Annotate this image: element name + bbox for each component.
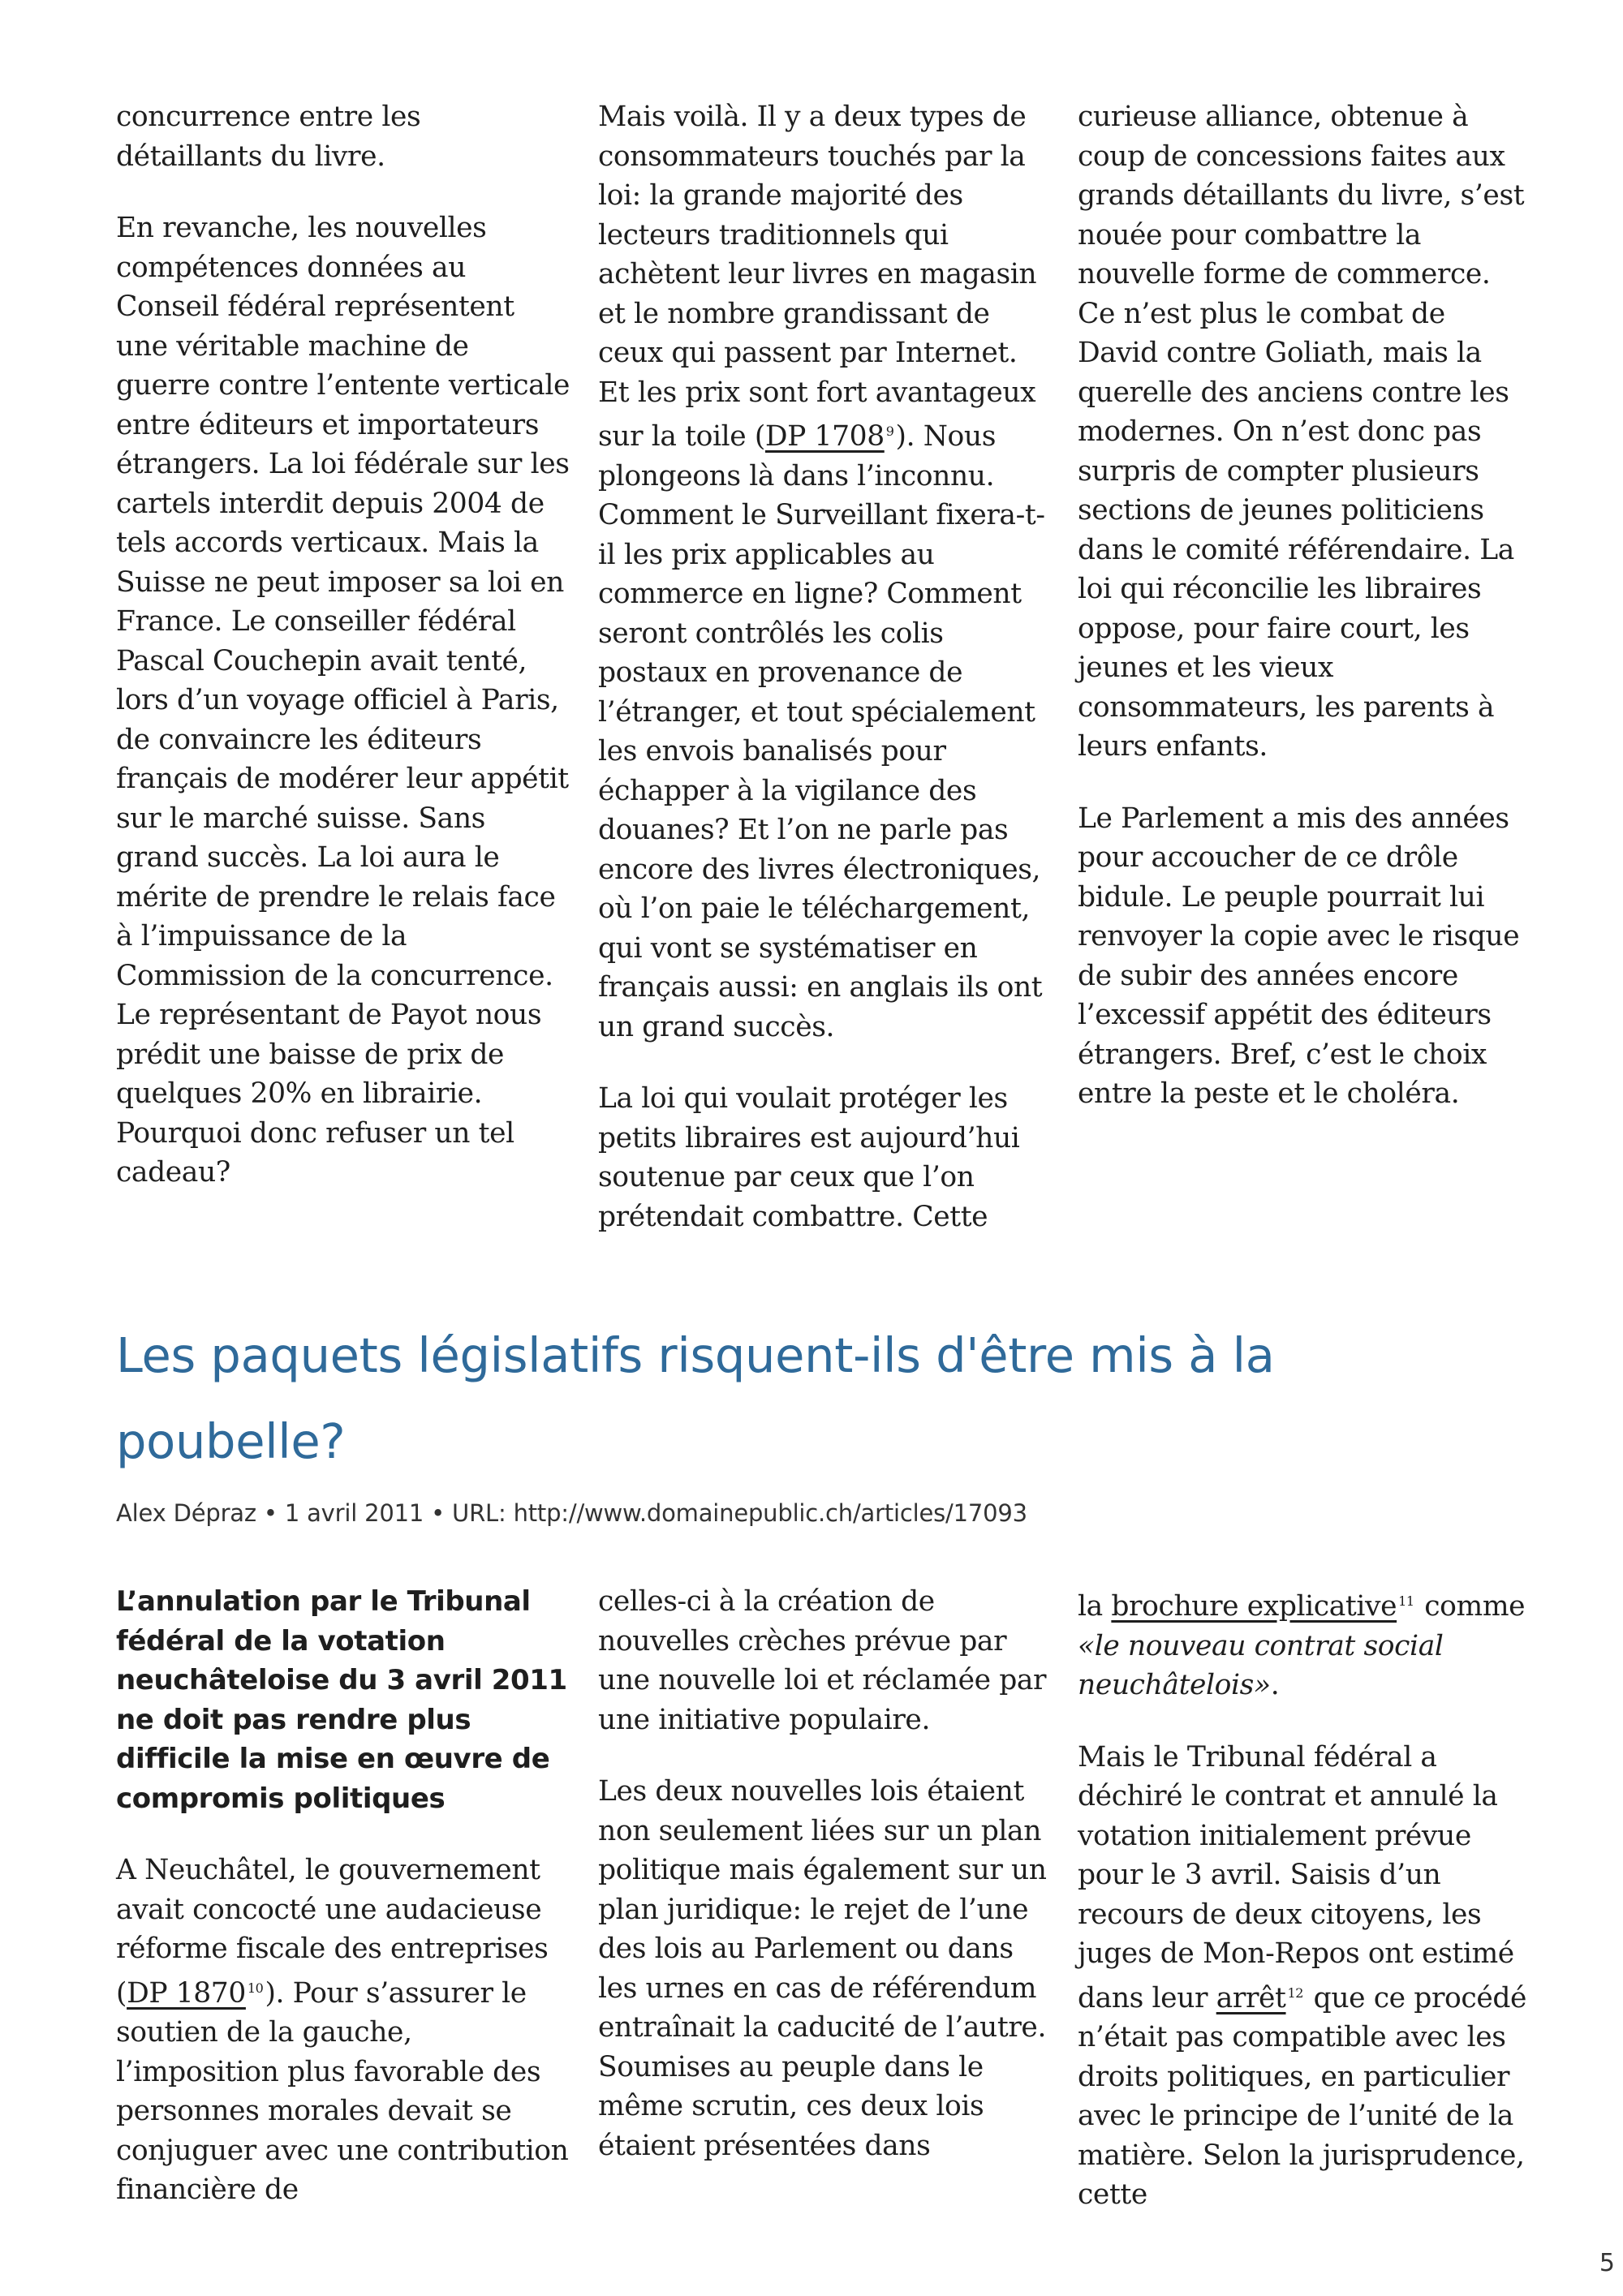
reference-link-dp1708[interactable]: DP 1708 — [764, 420, 885, 453]
paragraph: Le Parlement a mis des années pour accoucher de ce drôle bidule. Le peuple pourrait lui renvoyer la copie avec le risque de subir des années encore l’excessif appétit des éditeurs étrangers. Bref, c’est le choix entre la peste et le choléra. — [1078, 802, 1520, 1110]
article-column-2 — [598, 1582, 1053, 2165]
paragraph: concurrence entre les détaillants du livre. — [116, 101, 421, 173]
paragraph — [116, 1851, 570, 2210]
top-column-2 — [598, 97, 1053, 1236]
top-column-3 — [1078, 97, 1532, 1114]
reference-link-arret[interactable]: arrêt — [1216, 1981, 1286, 2014]
text: comme — [1415, 1590, 1526, 1623]
paragraph: Les deux nouvelles lois étaient non seulement liées sur un plan politique mais également sur un plan juridique: le rejet de l’une des lois au Parlement ou dans les urnes en cas de référendum entraînait la caducité de l’autre. Soumises au peuple dans le même scrutin, ces deux lois étaient présentées dans — [598, 1775, 1047, 2162]
article-column-1 — [116, 1582, 570, 2210]
reference-link-dp1870[interactable]: DP 1870 — [127, 1976, 246, 2010]
top-column-1 — [116, 97, 570, 1193]
page-number: 5 — [1599, 2249, 1615, 2277]
paragraph — [598, 97, 1053, 1047]
text: que ce procédé n’était pas compatible avec les droits politiques, en particulier avec le principe de l’unité de la matière. Selon la jurisprudence, cette — [1078, 1981, 1527, 2211]
footnote-marker: 10 — [247, 1980, 264, 1996]
footnote-marker: 12 — [1287, 1984, 1304, 2001]
paragraph — [1078, 1582, 1532, 1705]
paragraph — [1078, 1738, 1532, 2215]
text: A Neuchâtel, le gouvernement avait concocté une audacieuse réforme fiscale des entreprises ( — [116, 1854, 549, 2010]
footnote-marker: 11 — [1398, 1593, 1414, 1609]
paragraph: La loi qui voulait protéger les petits libraires est aujourd’hui soutenue par ceux que l’on prétendait combattre. Cette — [598, 1082, 1020, 1233]
paragraph: celles-ci à la création de nouvelles crèches prévue par une nouvelle loi et réclamée par une initiative populaire. — [598, 1585, 1047, 1736]
article-title: Les paquets législatifs risquent-ils d'être mis à la poubelle? — [116, 1327, 1275, 1469]
paragraph: En revanche, les nouvelles compétences données au Conseil fédéral représentent une véritable machine de guerre contre l’entente verticale entre éditeurs et importateurs étrangers. La loi fédérale sur les cartels interdit depuis 2004 de tels accords verticaux. Mais la Suisse ne peut imposer sa loi en France. Le conseiller fédéral Pascal Couchepin avait tenté, lors d’un voyage officiel à Paris, de convaincre les éditeurs français de modérer leur appétit sur le marché suisse. Sans grand succès. La loi aura le mérite de prendre le relais face à l’impuissance de la Commission de la concurrence. Le représentant de Payot nous prédit une baisse de prix de quelques 20% en librairie. Pourquoi donc refuser un tel cadeau? — [116, 212, 570, 1189]
quote: «le nouveau contrat social neuchâtelois» — [1078, 1629, 1444, 1701]
text: la — [1078, 1590, 1112, 1623]
text: ). Nous plongeons là dans l’inconnu. Comment le Surveillant fixera-t-il les prix applicables au commerce en ligne? Comment seront contrôlés les colis postaux en provenance de l’étranger, et tout spécialement les envois banalisés pour échapper à la vigilance des douanes? Et l’on ne parle pas encore des livres électroniques, où l’on paie le téléchargement, qui vont se systématiser en français aussi: en anglais ils ont un grand succès. — [598, 420, 1045, 1043]
text: Mais le Tribunal fédéral a déchiré le contrat et annulé la votation initialement prévue pour le 3 avril. Saisis d’un recours de deux citoyens, les juges de Mon-Repos ont estimé dans leur — [1078, 1740, 1514, 2014]
footnote-marker: 9 — [885, 424, 894, 439]
text: Mais voilà. Il y a deux types de consommateurs touchés par la loi: la grande majorité des lecteurs traditionnels qui achètent leur livres en magasin et le nombre grandissant de ceux qui passent par Internet. Et les prix sont fort avantageux sur la toile ( — [598, 101, 1037, 453]
article-column-3 — [1078, 1582, 1532, 2215]
reference-link-brochure[interactable]: brochure explicative — [1111, 1590, 1397, 1623]
paragraph: curieuse alliance, obtenue à coup de concessions faites aux grands détaillants du livre, s’est nouée pour combattre la nouvelle forme de commerce. Ce n’est plus le combat de David contre Goliath, mais la querelle des anciens contre les modernes. On n’est donc pas surpris de compter plusieurs sections de jeunes politiciens dans le comité référendaire. La loi qui réconcilie les libraires oppose, pour faire court, les jeunes et les vieux consommateurs, les parents à leurs enfants. — [1078, 101, 1525, 763]
text: ). Pour s’assurer le soutien de la gauche, l’imposition plus favorable des personnes morales devait se conjuguer avec une contribution financière de — [116, 1976, 569, 2206]
article-lead: L’annulation par le Tribunal fédéral de la votation neuchâteloise du 3 avril 2011 ne doit pas rendre plus difficile la mise en œuvre de compromis politiques — [116, 1585, 567, 1815]
text: . — [1270, 1669, 1280, 1701]
article-meta: Alex Dépraz • 1 avril 2011 • URL: http://www.domainepublic.ch/articles/17093 — [116, 1499, 1027, 1527]
